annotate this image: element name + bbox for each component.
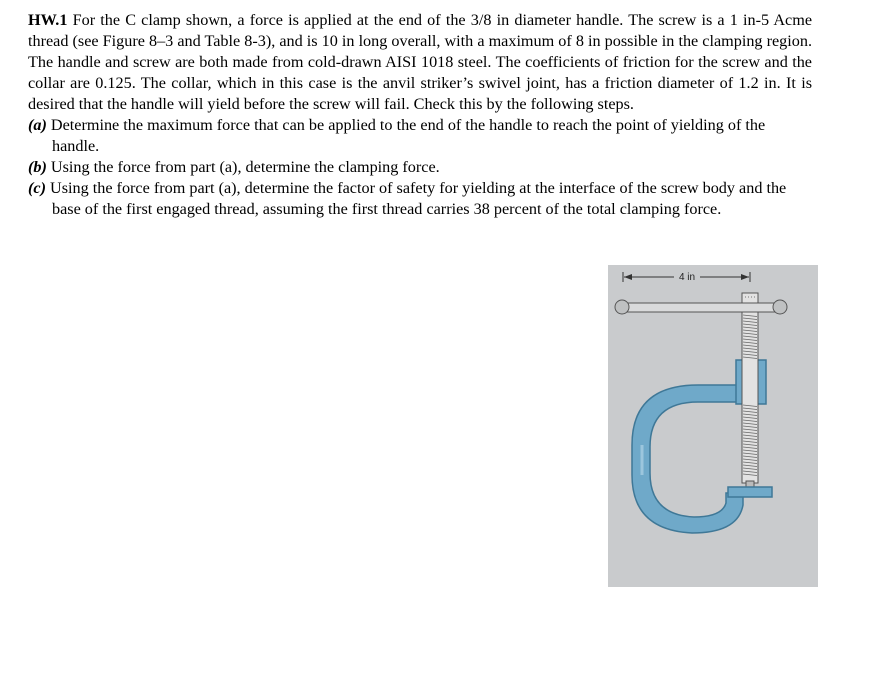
part-b	[28, 157, 812, 178]
part-a-label: (a)	[28, 116, 47, 134]
part-b-text: Using the force from part (a), determine the clamping force.	[50, 158, 440, 176]
problem-id: HW.1	[28, 11, 68, 29]
problem-intro-text: For the C clamp shown, a force is applied at the end of the 3/8 in diameter handle. The screw is a 1 in-5 Acme thread (see Figure 8–3 and Table 8-3), and is 10 in long overall, with a maximum of 8 in possible in the clamping region. The handle and screw are both made from cold-drawn AISI 1018 steel. The coefficients of friction for the screw and the collar are 0.125. The collar, which in this case is the anvil striker’s swivel joint, has a friction diameter of 1.2 in. It is desired that the handle will yield before the screw will fail. Check this by the following steps.	[28, 11, 812, 113]
part-a-text: Determine the maximum force that can be applied to the end of the handle to reach the point of yielding of the handle.	[50, 116, 766, 155]
part-a	[28, 115, 812, 157]
part-c-label: (c)	[28, 179, 46, 197]
problem-intro	[28, 10, 812, 115]
part-c-text: Using the force from part (a), determine the factor of safety for yielding at the interface of the screw body and the base of the first engaged thread, assuming the first thread carries 38 percent of the total clamping force.	[50, 179, 787, 218]
dimension-4in	[623, 272, 750, 283]
c-clamp-drawing	[608, 265, 818, 587]
dimension-label: 4 in	[678, 272, 696, 283]
handle	[615, 300, 787, 314]
problem-statement	[28, 10, 812, 220]
part-b-label: (b)	[28, 158, 47, 176]
c-clamp-figure	[608, 265, 818, 587]
swivel-pad	[728, 481, 772, 497]
clamp-body	[632, 385, 743, 533]
part-c	[28, 178, 812, 220]
